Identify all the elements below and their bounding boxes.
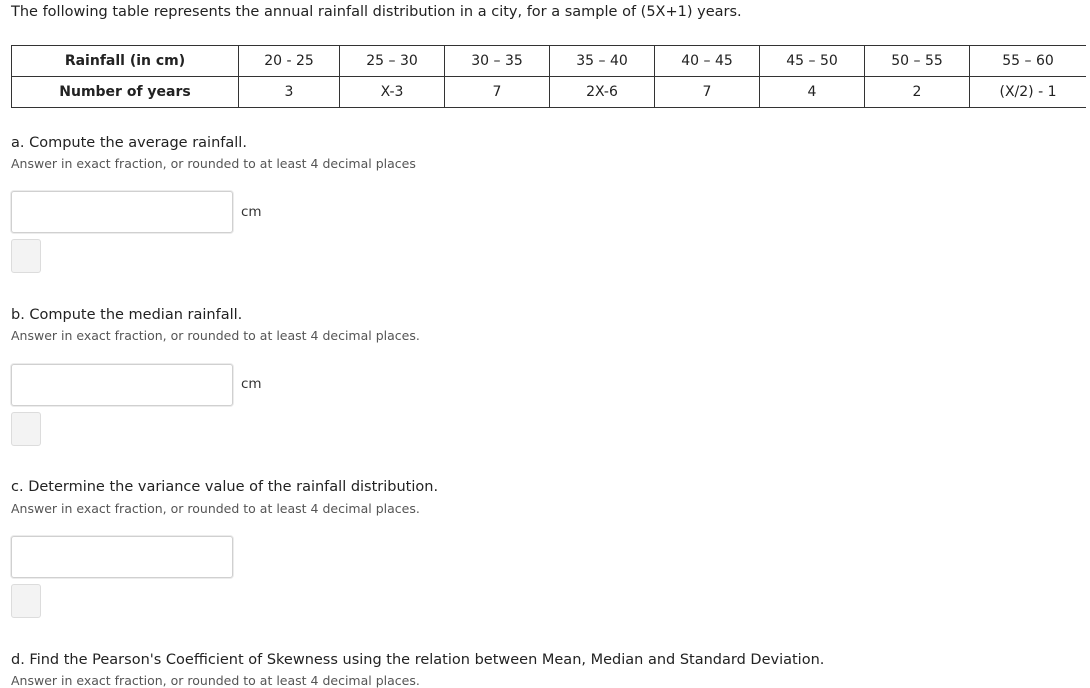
question-d-text: d. Find the Pearson's Coefficient of Skewness using the relation between Mean, Median and Standard Deviation. xyxy=(11,652,825,668)
answer-c-input[interactable] xyxy=(11,536,233,578)
answer-a-unit: cm xyxy=(241,204,262,220)
range-cell: 50 – 55 xyxy=(865,46,970,77)
answer-a-check-button[interactable] xyxy=(11,239,41,273)
question-b-text: b. Compute the median rainfall. xyxy=(11,307,243,323)
answer-a-input[interactable] xyxy=(11,191,233,233)
question-d-hint: Answer in exact fraction, or rounded to at least 4 decimal places. xyxy=(11,673,420,688)
answer-b-input[interactable] xyxy=(11,364,233,406)
count-cell: 2 xyxy=(865,77,970,108)
range-cell: 30 – 35 xyxy=(445,46,550,77)
answer-b-unit: cm xyxy=(241,376,262,392)
count-cell: 7 xyxy=(655,77,760,108)
range-cell: 35 – 40 xyxy=(550,46,655,77)
years-row xyxy=(12,77,1087,108)
range-cell: 25 – 30 xyxy=(340,46,445,77)
range-cell: 40 – 45 xyxy=(655,46,760,77)
answer-b-check-button[interactable] xyxy=(11,412,41,446)
count-cell: (X/2) - 1 xyxy=(970,77,1087,108)
question-c-hint: Answer in exact fraction, or rounded to at least 4 decimal places. xyxy=(11,501,420,516)
intro-text: The following table represents the annual rainfall distribution in a city, for a sample of (5X+1) years. xyxy=(11,4,742,20)
count-cell: 7 xyxy=(445,77,550,108)
count-cell: 3 xyxy=(239,77,340,108)
count-cell: X-3 xyxy=(340,77,445,108)
range-cell: 20 - 25 xyxy=(239,46,340,77)
range-cell: 55 – 60 xyxy=(970,46,1087,77)
question-a-text: a. Compute the average rainfall. xyxy=(11,135,247,151)
years-header: Number of years xyxy=(12,77,239,108)
answer-c-check-button[interactable] xyxy=(11,584,41,618)
question-a-hint: Answer in exact fraction, or rounded to at least 4 decimal places xyxy=(11,156,416,171)
range-cell: 45 – 50 xyxy=(760,46,865,77)
count-cell: 2X-6 xyxy=(550,77,655,108)
rainfall-row xyxy=(12,46,1087,77)
rainfall-header: Rainfall (in cm) xyxy=(12,46,239,77)
question-c-text: c. Determine the variance value of the rainfall distribution. xyxy=(11,479,439,495)
rainfall-table xyxy=(11,45,1086,108)
question-b-hint: Answer in exact fraction, or rounded to at least 4 decimal places. xyxy=(11,328,420,343)
count-cell: 4 xyxy=(760,77,865,108)
